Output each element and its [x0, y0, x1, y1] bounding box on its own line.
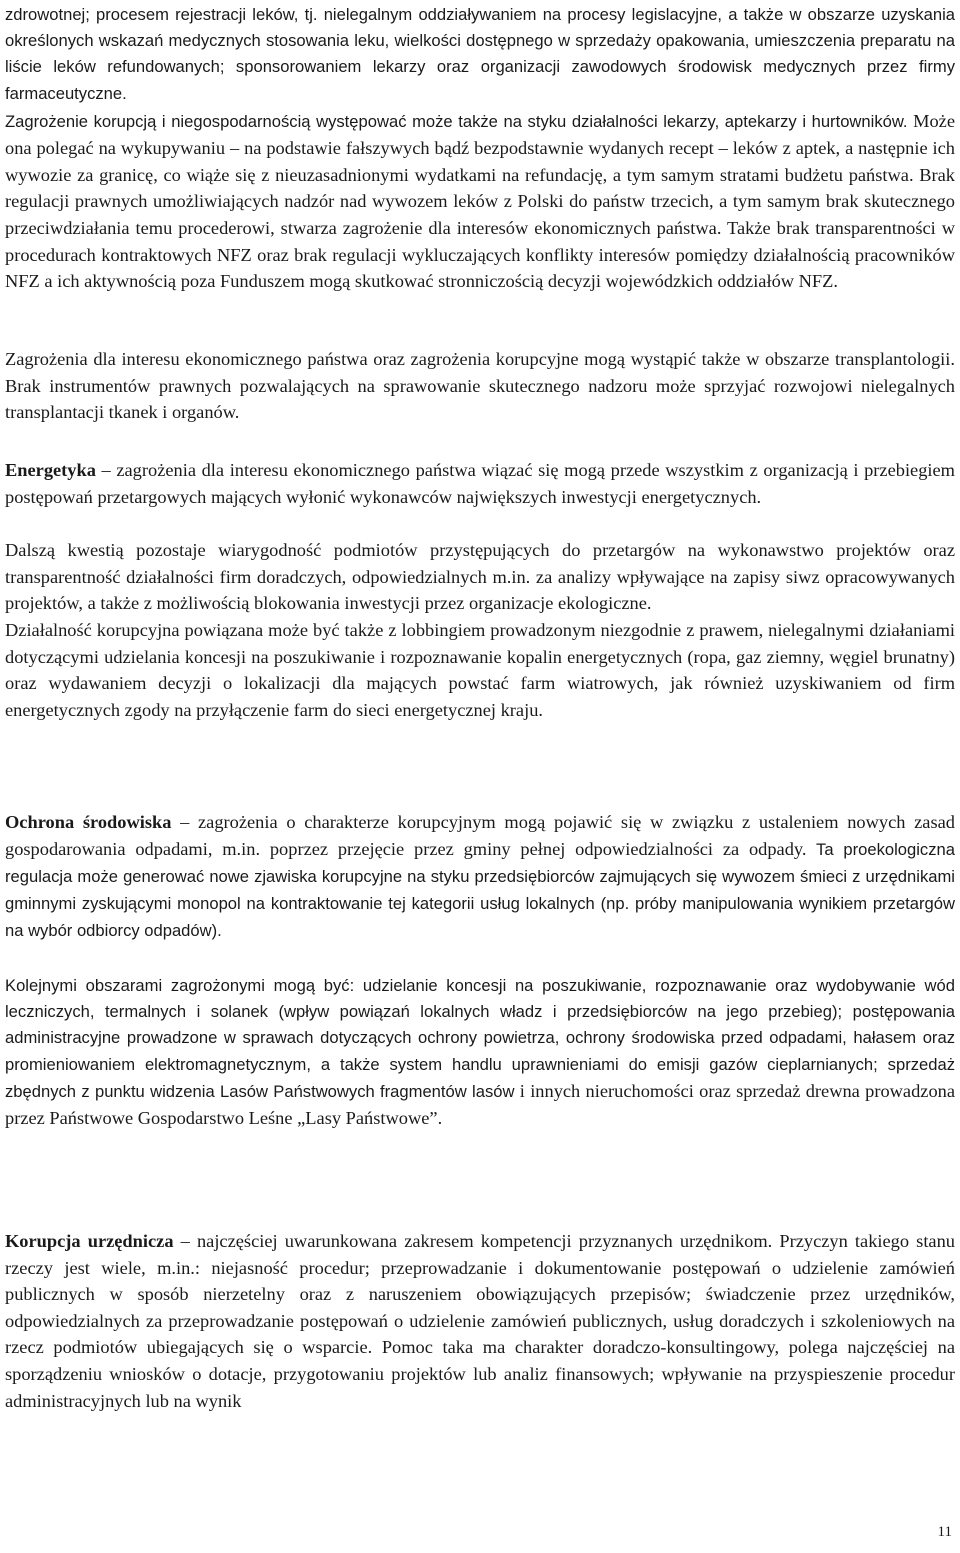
paragraph-text-serif: Może ona polegać na wykupywaniu – na podstawie fałszywych bądź bezpodstawnie wydanych recept – leków z aptek, a następnie ich wywozie za granicę, co wiąże się z nieuzasadnionymi wydatkami na refundację, a tym samym stratami budżetu państwa. Brak regulacji prawnych umożliwiających nadzór nad wywozem leków z Polski do państw trzecich, a tym samym brak skutecznego przeciwdziałania temu procederowi, stwarza zagrożenie dla interesów ekonomicznych państwa. Także brak transparentności w procedurach kontraktowych NFZ oraz brak regulacji wykluczających konflikty interesów pomiędzy działalnością pracowników NFZ a ich aktywnością poza Funduszem mogą skutkować stronniczością decyzji wojewódzkich oddziałów NFZ. — [5, 111, 955, 292]
paragraph-text: – zagrożenia dla interesu ekonomicznego państwa wiązać się mogą przede wszystkim z organizacją i przebiegiem postępowań przetargowych mających wyłonić wykonawców największych inwestycji energetycznych. — [5, 460, 955, 507]
paragraph-text-serif: i innych nieruchomości oraz sprzedaż drewna prowadzona przez Państwowe Gospodarstwo Leśne „Lasy Państwowe”. — [5, 1080, 956, 1129]
paragraph-pharma-continuation — [5, 2, 955, 107]
paragraph-transplantology — [5, 346, 955, 426]
paragraph-text-sans: Ta proekologiczna regulacja może generować nowe zjawiska korupcyjne na styku przedsiębiorców zajmujących się wywozem śmieci z urzędnikami gminnymi zyskującymi monopol na kontraktowanie tej kategorii usług lokalnych (np. próby manipulowania wynikiem przetargów na wybór odbiorcy odpadów). — [5, 839, 955, 941]
paragraph-pharma-pharmacies — [5, 108, 955, 295]
section-environment — [5, 809, 955, 944]
section-heading-environment: Ochrona środowiska — [5, 812, 172, 832]
section-heading-energy: Energetyka — [5, 460, 96, 480]
paragraph-text: Działalność korupcyjna powiązana może być także z lobbingiem prowadzonym niezgodnie z prawem, nielegalnymi działaniami dotyczącymi udzielania koncesji na poszukiwanie i rozpoznawanie kopalin energetycznych (ropa, gaz ziemny, węgiel brunatny) oraz wydawaniem decyzji o lokalizacji dla mających powstać farm wiatrowych, jak również uzyskiwaniem od firm energetycznych zgody na przyłączenie farm do sieci energetycznej kraju. — [5, 620, 955, 720]
section-heading-officials: Korupcja urzędnicza — [5, 1231, 174, 1251]
paragraph-energy-credibility — [5, 537, 955, 617]
section-energy — [5, 457, 955, 510]
paragraph-text-sans: Kolejnymi obszarami zagrożonymi mogą być: udzielanie koncesji na poszukiwanie, rozpoznawanie oraz wydobywanie wód leczniczych, termalnych i solanek (wpływ powiązań lokalnych władz i przedsiębiorców na jego przebieg); postępowania administracyjne prowadzone w sprawach dotyczących ochrony powietrza, ochrony środowiska przed odpadami, hałasem oraz promieniowaniem elektromagnetycznym, a także system handlu uprawnieniami do emisji gazów cieplarnianych; sprzedaż zbędnych z punktu widzenia Lasów Państwowych fragmentów lasów — [5, 976, 955, 1101]
paragraph-text: Dalszą kwestią pozostaje wiarygodność podmiotów przystępujących do przetargów na wykonawstwo projektów oraz transparentność działalności firm doradczych, odpowiedzialnych m.in. za analizy wpływające na zapisy siwz opracowywanych projektów, a także z możliwością blokowania inwestycji przez organizacje ekologiczne. — [5, 540, 955, 614]
section-officials — [5, 1228, 955, 1414]
paragraph-environment-areas — [5, 973, 955, 1132]
paragraph-energy-lobbying — [5, 617, 955, 723]
paragraph-text-sans: Zagrożenie korupcją i niegospodarnością występować może także na styku działalności lekarzy, aptekarzy i hurtowników. — [5, 112, 908, 131]
paragraph-text: Zagrożenia dla interesu ekonomicznego państwa oraz zagrożenia korupcyjne mogą wystąpić także w obszarze transplantologii. Brak instrumentów prawnych pozwalających na sprawowanie skutecznego nadzoru może sprzyjać rozwojowi nielegalnych transplantacji tkanek i organów. — [5, 349, 955, 423]
paragraph-text: zdrowotnej; procesem rejestracji leków, tj. nielegalnym oddziaływaniem na procesy legislacyjne, a także w obszarze uzyskania określonych wskazań medycznych stosowania leku, wielkości dostępnego w sprzedaży opakowania, umieszczenia preparatu na liście leków refundowanych; sponsorowaniem lekarzy oraz organizacji zawodowych środowisk medycznych przez firmy farmaceutyczne. — [5, 5, 955, 103]
paragraph-text-serif: – zagrożenia o charakterze korupcyjnym mogą pojawić się w związku z ustaleniem nowych zasad gospodarowania odpadami, m.in. poprzez przejęcie przez gminy pełnej odpowiedzialności za odpady. — [5, 812, 955, 859]
page-number: 11 — [937, 1524, 952, 1540]
paragraph-text: – najczęściej uwarunkowana zakresem kompetencji przyznanych urzędnikom. Przyczyn takiego stanu rzeczy jest wiele, m.in.: niejasność procedur; przeprowadzanie i dokumentowanie postępowań o udzielenie zamówień publicznych w sposób nierzetelny oraz z naruszeniem obowiązujących przepisów; świadczenie przez urzędników, odpowiedzialnych za przeprowadzanie postępowań o udzielenie zamówień publicznych, usług doradczych i szkoleniowych na rzecz podmiotów ubiegających się o wsparcie. Pomoc taka ma charakter doradczo-konsultingowy, polega najczęściej na sporządzeniu wniosków o dotacje, przygotowaniu projektów lub analiz finansowych; wpływanie na przyspieszenie procedur administracyjnych lub na wynik — [5, 1231, 955, 1411]
